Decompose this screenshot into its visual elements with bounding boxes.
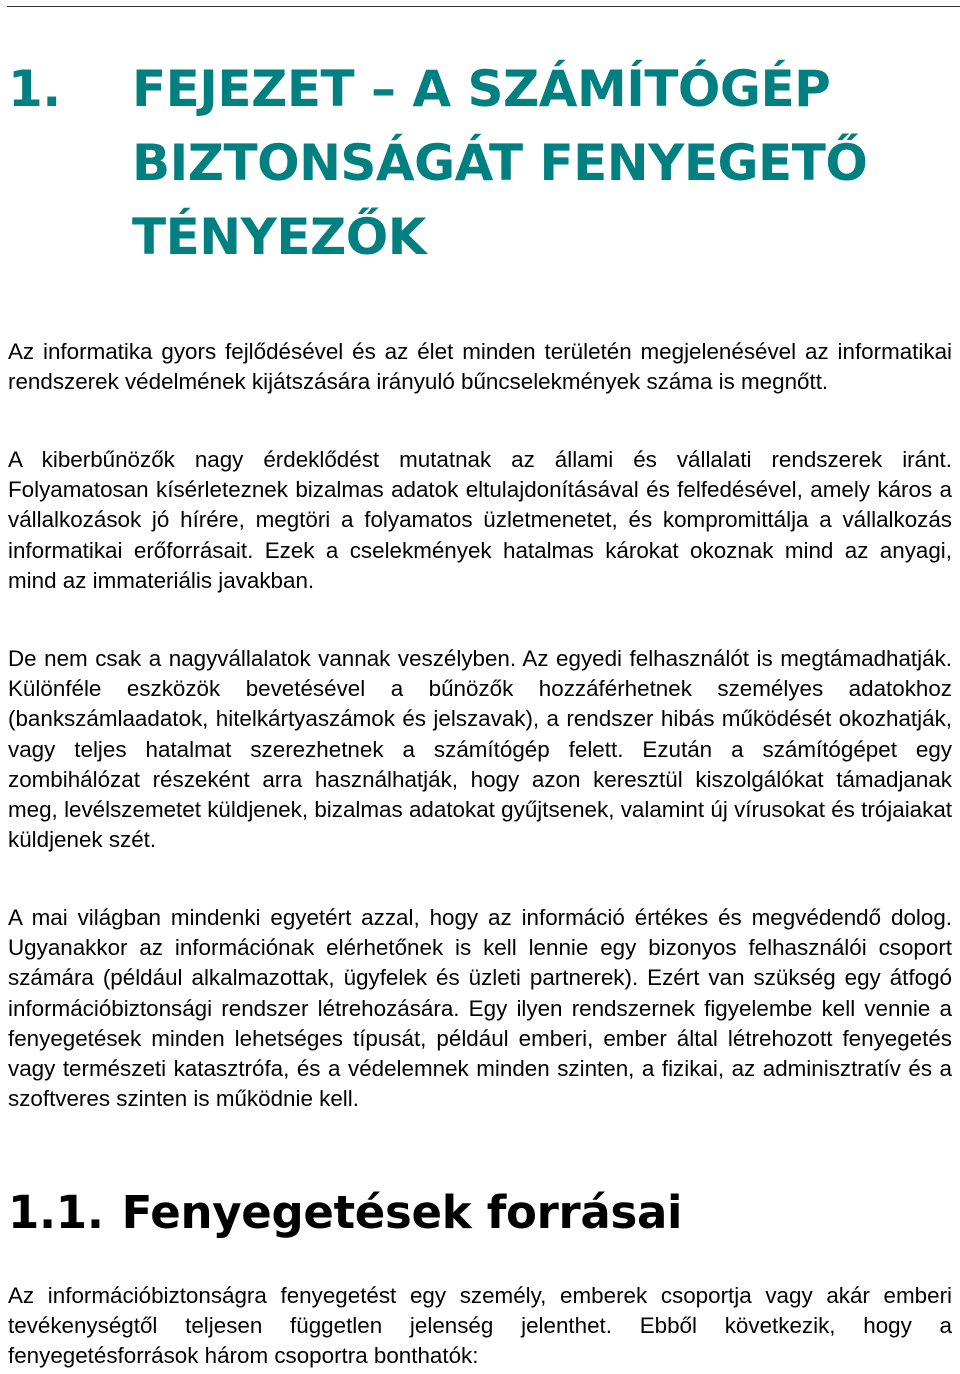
chapter-title-line: TÉNYEZŐK [132, 208, 426, 266]
body-paragraph: Az információbiztonságra fenyegetést egy személy, emberek csoportja vagy akár emberi tevékenységtől teljesen független jelenség jelenthet. Ebből következik, hogy a fenyegetésforrások három csoportra bonthatók: [8, 1283, 952, 1369]
body-paragraph: De nem csak a nagyvállalatok vannak veszélyben. Az egyedi felhasználót is megtámadhatják. Különféle eszközök bevetésével a bűnözők hozzáférhetnek személyes adatokhoz (bankszámlaadatok, hitelkártyaszámok és jelszavak), a rendszer hibás működését okozhatják, vagy teljes hatalmat szerezhetnek a számítógép felett. Ezután a számítógépet egy zombihálózat részeként arra használhatják, hogy azon keresztül kiszolgálókat támadjanak meg, levélszemetet küldjenek, bizalmas adatokat gyűjtsenek, valamint új vírusokat és trójaiakat küldjenek szét. [8, 646, 952, 853]
chapter-title-line: FEJEZET – A SZÁMÍTÓGÉP [132, 60, 831, 118]
chapter-number: 1. [8, 60, 61, 118]
section-heading [8, 1183, 682, 1243]
chapter-heading-line-1 [8, 52, 958, 126]
body-paragraph: A kiberbűnözők nagy érdeklődést mutatnak az állami és vállalati rendszerek iránt. Folyamatosan kísérleteznek bizalmas adatok eltulajdonításával és felfedésével, amely káros a vállalkozások jó hírére, megtöri a folyamatos üzletmenetet, és kompromittálja a vállalkozás informatikai erőforrásait. Ezek a cselekmények hatalmas károkat okoznak mind az anyagi, mind az immateriális javakban. [8, 447, 952, 593]
body-paragraph: Az informatika gyors fejlődésével és az élet minden területén megjelenésével az informatikai rendszerek védelmének kijátszására irányuló bűncselekmények száma is megnőtt. [8, 339, 952, 395]
body-paragraph: A mai világban mindenki egyetért azzal, hogy az információ értékes és megvédendő dolog. Ugyanakkor az információnak elérhetőnek is kell lennie egy bizonyos felhasználói csoport számára (például alkalmazottak, ügyfelek és üzleti partnerek). Ezért van szükség egy átfogó információbiztonsági rendszer létrehozására. Egy ilyen rendszernek figyelembe kell vennie a fenyegetések minden lehetséges típusát, például emberi, ember által létrehozott fenyegetés vagy természeti katasztrófa, és a védelemnek minden szinten, a fizikai, az adminisztratív és a szoftveres szinten is működnie kell. [8, 905, 952, 1112]
top-rule [7, 6, 960, 7]
chapter-heading [8, 52, 958, 274]
section-title: Fenyegetések forrásai [121, 1186, 683, 1239]
section-number: 1.1. [8, 1186, 104, 1239]
chapter-title-line: BIZTONSÁGÁT FENYEGETŐ [132, 134, 868, 192]
